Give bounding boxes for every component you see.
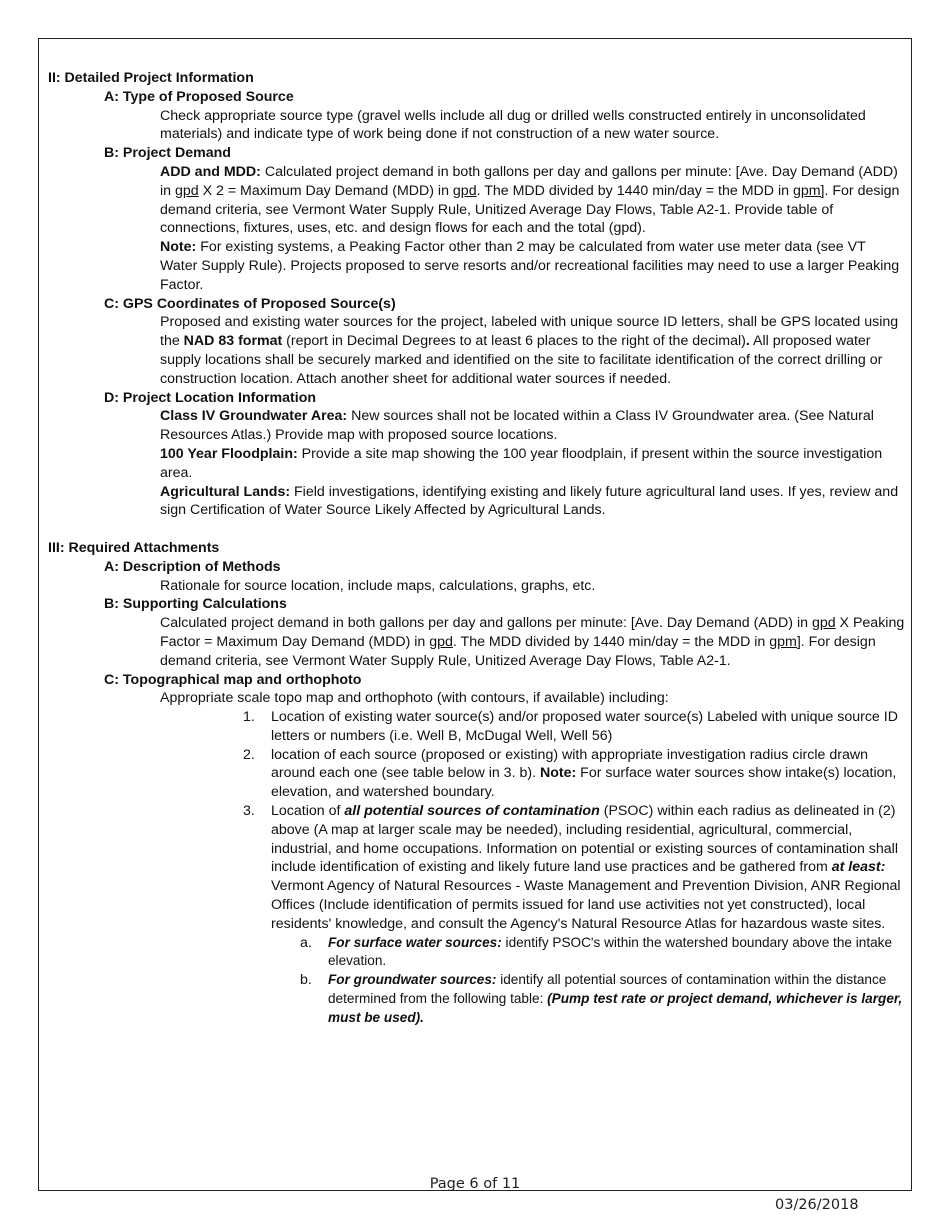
emphasis-psoc: all potential sources of contamination — [344, 803, 600, 820]
text-fragment: . For design demand criteria, see Vermont Water Supply Rule, Unitized Average Day Flows, Table A2-1. Provide table of connections, fixtures, uses, etc. and design flows for each and the total (gpd). — [160, 182, 900, 237]
list-item — [243, 802, 906, 934]
text-fragment: X 2 = Maximum Day Demand (MDD) in — [198, 182, 453, 199]
list-letter: b. — [300, 972, 312, 989]
emphasis-at-least: at least: — [831, 859, 886, 876]
lead-add-mdd: ADD and MDD: — [160, 163, 261, 180]
paragraph-topo-intro: Appropriate scale topo map and orthophoto (with contours, if available) including: — [160, 690, 669, 707]
text-fragment: For existing systems, a Peaking Factor other than 2 may be calculated from water use meter data (see VT Water Supply Rule). Projects proposed to serve resorts and/or recreational facilities may need to use a larger Peaking Factor. — [160, 239, 900, 293]
unit-gpd: gpd — [429, 633, 453, 650]
text-fragment: Proposed and existing water sources for the project, labeled with unique source ID letters, shall be GPS located using the — [160, 314, 899, 350]
bold-note: Note: — [539, 765, 577, 782]
unit-gpm: gpm] — [769, 633, 801, 650]
paragraph-agricultural — [160, 483, 906, 521]
bold-period: . — [745, 333, 750, 350]
text-fragment: (report in Decimal Degrees to at least 6 places to the right of the decimal) — [282, 333, 746, 350]
subheading-type-of-source: A: Type of Proposed Source — [104, 88, 294, 105]
text-fragment: identify all potential sources of contamination within the distance determined from the following table: — [328, 972, 887, 1007]
list-number: 3. — [243, 803, 255, 820]
text-fragment: For surface water sources show intake(s) location, elevation, and watershed boundary. — [271, 765, 897, 801]
paragraph-class-iv — [160, 407, 906, 445]
lead-note: Note: — [160, 239, 197, 256]
list-number: 1. — [243, 709, 255, 726]
text-fragment: Calculated project demand in both gallons per day and gallons per minute: [Ave. Day Demand (ADD) in — [160, 615, 812, 632]
lead-class-iv: Class IV Groundwater Area: — [160, 408, 348, 425]
text-fragment: . For design demand criteria, see Vermont Water Supply Rule, Unitized Average Day Flows, Table A2-1. — [160, 633, 876, 669]
text-fragment: Location of existing water source(s) and/or proposed water source(s) Labeled with unique source ID letters or numbers (i.e. Well B, McDugal Well, Well 56) — [271, 709, 898, 744]
list-number: 2. — [243, 746, 255, 763]
emphasis-surface-water: For surface water sources: — [328, 934, 502, 950]
paragraph-type-of-source: Check appropriate source type (gravel wells include all dug or drilled wells constructed entirely in unconsolidated materials) and indicate type of work being done if not construction of a new water source. — [160, 107, 866, 143]
emphasis-pump-test: (Pump test rate or project demand, whichever is larger, must be used). — [328, 991, 903, 1025]
page-number: Page 6 of 11 — [429, 1176, 521, 1192]
section-spacer — [48, 520, 906, 539]
section-heading-required-attachments: III: Required Attachments — [48, 539, 220, 556]
text-fragment: X Peaking Factor = Maximum Day Demand (MDD) in — [160, 615, 905, 650]
unit-gpd: gpd — [174, 182, 199, 199]
text-fragment: Vermont Agency of Natural Resources - Waste Management and Prevention Division, ANR Regional Offices (Include identification of permits issued for land use activities not yet constructed), local residents' knowledge, and consult the Agency's Natural Resource Atlas for hazardous waste sites. — [271, 878, 901, 932]
document-body — [48, 69, 906, 1028]
text-fragment: All proposed water supply locations shall be securely marked and identified on the site to facilitate identification of the correct drilling or construction location. Attach another sheet for additional water sources if needed. — [160, 333, 883, 387]
subheading-description-methods: A: Description of Methods — [104, 558, 281, 575]
sub-list-item — [300, 934, 906, 972]
sub-list-item — [300, 971, 906, 1027]
text-fragment: . The MDD divided by 1440 min/day = the MDD in — [452, 633, 770, 650]
subheading-gps-coordinates: C: GPS Coordinates of Proposed Source(s) — [104, 295, 396, 312]
text-fragment: Field investigations, identifying existing and likely future agricultural land uses. If yes, review and sign Certification of Water Source Likely Affected by Agricultural Lands. — [160, 483, 899, 519]
text-fragment: Location of — [271, 803, 345, 820]
paragraph-floodplain — [160, 445, 906, 483]
list-item — [243, 746, 906, 802]
paragraph-supporting-calculations — [160, 614, 906, 670]
bold-nad83: NAD 83 format — [183, 333, 283, 350]
lead-agricultural: Agricultural Lands: — [160, 483, 291, 500]
subheading-project-location: D: Project Location Information — [104, 389, 317, 406]
unit-gpd: gpd — [452, 182, 477, 199]
unit-gpd: gpd — [811, 615, 836, 632]
emphasis-groundwater: For groundwater sources: — [328, 972, 497, 988]
text-fragment: New sources shall not be located within a Class IV Groundwater area. (See Natural Resources Atlas.) Provide map with proposed source locations. — [160, 408, 874, 444]
lead-floodplain: 100 Year Floodplain: — [160, 445, 298, 462]
paragraph-add-mdd — [160, 163, 906, 238]
text-fragment: Provide a site map showing the 100 year floodplain, if present within the source investigation area. — [160, 445, 883, 481]
paragraph-description-methods: Rationale for source location, include maps, calculations, graphs, etc. — [160, 577, 596, 594]
list-letter: a. — [300, 934, 312, 951]
unit-gpm: gpm] — [792, 182, 825, 199]
text-fragment: identify PSOC's within the watershed boundary above the intake elevation. — [328, 934, 893, 969]
text-fragment: (PSOC) within each radius as delineated in (2) above (A map at larger scale may be needed), including residential, agricultural, commercial, industrial, and home occupations. Information on potential or existing sources of contamination shall include identification of existing and likely future land use practices and be gathered from — [271, 803, 898, 876]
paragraph-gps-coordinates — [160, 313, 906, 388]
text-fragment: . The MDD divided by 1440 min/day = the MDD in — [476, 182, 793, 199]
text-fragment: Calculated project demand in both gallons per day and gallons per minute: [Ave. Day Demand (ADD) in — [160, 163, 898, 199]
section-heading-detailed-project-info: II: Detailed Project Information — [48, 70, 254, 86]
subheading-topographical-map: C: Topographical map and orthophoto — [104, 671, 362, 688]
text-fragment: location of each source (proposed or existing) with appropriate investigation radius circle drawn around each one (see table below in 3. b). — [271, 746, 868, 782]
subheading-supporting-calculations: B: Supporting Calculations — [104, 596, 287, 613]
paragraph-note-peaking — [160, 238, 906, 294]
subheading-project-demand: B: Project Demand — [104, 145, 231, 162]
footer-date: 03/26/2018 — [775, 1197, 859, 1213]
list-item — [243, 708, 906, 746]
